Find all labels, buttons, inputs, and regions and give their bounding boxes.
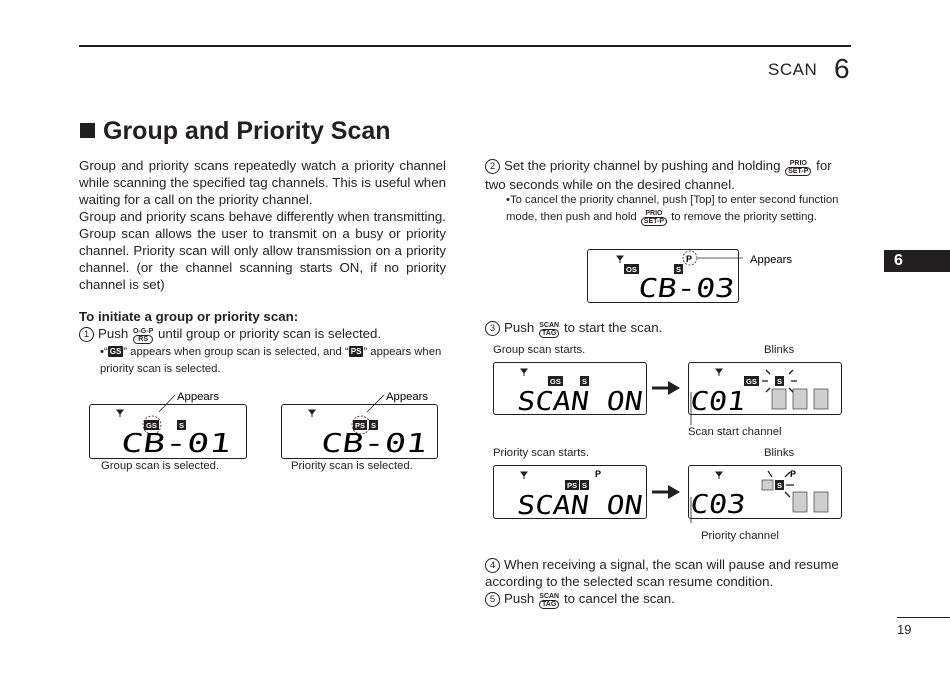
svg-text:S: S [582, 377, 588, 386]
top-rule [79, 45, 851, 47]
svg-text:S: S [777, 377, 783, 386]
initiate-heading: To initiate a group or priority scan: [79, 309, 299, 324]
label-group-scan-starts: Group scan starts. [493, 344, 586, 356]
scan-tag-key-icon: SCAN TAG [539, 322, 560, 337]
svg-text:SCAN ON: SCAN ON [515, 387, 629, 417]
intro-paragraph-2: Group and priority scans behave differently when transmitting. Group scan allows the user to transmit on a busy or priority channel. Priority scan will only allow transmission on a priority channel. (or the channel scanning starts ON, if no priority channel is set) [79, 209, 446, 292]
svg-text:GS: GS [746, 377, 757, 386]
callout-priority-channel: Priority channel [701, 530, 779, 542]
svg-text:PS: PS [567, 481, 578, 490]
ogp-key-icon: $\frac{O-G-P}{RS}$ [133, 328, 154, 343]
step-number: 3 [485, 321, 500, 336]
step-3: 3 Push SCAN TAG to start the scan. [485, 319, 662, 338]
svg-text:P: P [595, 469, 602, 479]
svg-text:SCAN ON: SCAN ON [515, 491, 629, 521]
arrow-right-icon [652, 378, 682, 398]
svg-text:S: S [777, 481, 783, 490]
svg-text:S: S [179, 421, 185, 430]
svg-text:C01: C01 [688, 387, 740, 417]
prio-set-key-icon: PRIO SET-P [641, 210, 667, 226]
gs-indicator-icon: GS [109, 347, 122, 356]
footer-rule [897, 617, 950, 618]
label-blinks-group: Blinks [764, 344, 795, 356]
svg-text:S: S [676, 265, 682, 274]
lcd-content-priority-scan-on [493, 465, 648, 520]
scan-tag-key-icon: SCAN TAG [539, 593, 560, 608]
step-number: 4 [485, 558, 500, 573]
prio-set-key-icon: PRIO SET-P [785, 160, 811, 176]
caption-priority-selected: Priority scan is selected. [291, 460, 413, 472]
lcd-content-group-scan-on [493, 362, 648, 417]
step-2: 2 Set the priority channel by pushing and holding PRIO SET-P for two seconds while on the desired channel. [485, 158, 832, 192]
svg-text:CB-03: CB-03 [636, 274, 719, 304]
svg-text:CB-01: CB-01 [119, 429, 202, 459]
step-number: 2 [485, 159, 500, 174]
svg-text:S: S [371, 421, 377, 430]
arrow-right-icon [652, 482, 682, 502]
step-4: 4 When receiving a signal, the scan will pause and resume according to the selected scan resume condition. [485, 557, 839, 589]
ps-indicator-icon: PS [350, 347, 362, 356]
lcd-content-priority-channel [587, 249, 807, 304]
lcd-content-group-selected [89, 388, 249, 458]
svg-text:GS: GS [146, 421, 157, 430]
step-2-note: •To cancel the priority channel, push [Top] to enter second function mode, then push and hold PRIO SET-P to remove the priority setting. [506, 194, 839, 225]
step-5: 5 Push SCAN TAG to cancel the scan. [485, 590, 675, 609]
svg-text:P: P [790, 469, 797, 479]
callout-scan-start-channel: Scan start channel [688, 426, 782, 438]
svg-text:P: P [686, 254, 693, 264]
step-1: 1 Push $\frac{O-G-P}{RS}$ until group or priority scan is selected. [79, 325, 449, 344]
svg-text:Appears: Appears [386, 391, 429, 403]
svg-text:Appears: Appears [750, 254, 793, 266]
section-name: SCAN [768, 60, 818, 79]
svg-text:GS: GS [550, 377, 561, 386]
step-number: 1 [79, 327, 94, 342]
caption-group-selected: Group scan is selected. [101, 460, 220, 472]
lcd-content-priority-selected [281, 388, 441, 458]
svg-text:CB-01: CB-01 [319, 429, 402, 459]
chapter-side-tab: 6 [884, 250, 950, 272]
step-1-note: •“ GS ” appears when group scan is selected, and “ PS ” appears when priority scan is selected. [100, 346, 442, 375]
page-number: 19 [897, 622, 912, 637]
step-number: 5 [485, 592, 500, 607]
svg-text:Appears: Appears [177, 391, 220, 403]
chapter-number: 6 [834, 53, 850, 84]
intro-paragraph-1: Group and priority scans repeatedly watch a priority channel while scanning the specified tag channels. This is useful when waiting for a call on the priority channel. [79, 158, 446, 207]
label-priority-scan-starts: Priority scan starts. [493, 447, 590, 459]
svg-text:C03: C03 [688, 490, 740, 520]
page-title: Group and Priority Scan [80, 117, 391, 146]
svg-text:OS: OS [626, 265, 637, 274]
svg-text:S: S [582, 481, 588, 490]
label-blinks-priority: Blinks [764, 447, 795, 459]
square-bullet-icon [80, 123, 95, 138]
svg-text:PS: PS [355, 421, 366, 430]
